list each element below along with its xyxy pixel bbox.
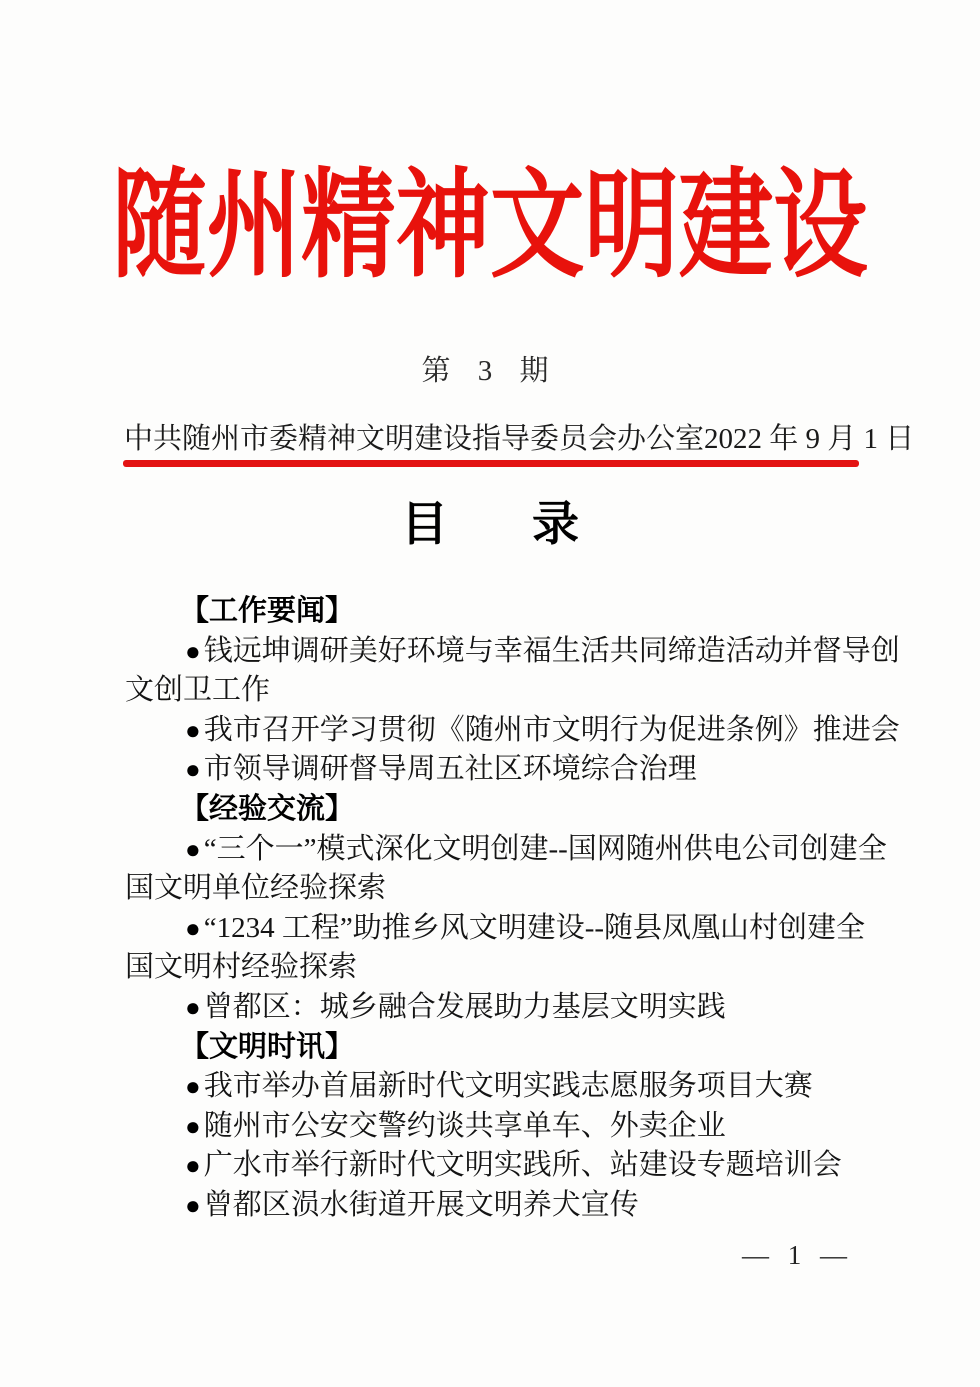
toc-entry-text: 市领导调研督导周五社区环境综合治理 xyxy=(203,753,697,786)
toc-section-heading xyxy=(125,790,861,830)
publisher-name: 中共随州市委精神文明建设指导委员会办公室 xyxy=(124,423,705,455)
issue-number: 第 3 期 xyxy=(421,355,559,387)
toc-entry xyxy=(125,988,861,1028)
toc-entry-text: “三个一”模式深化文明创建--国网随州供电公司创建全 xyxy=(203,832,887,865)
toc-entry-text: 国文明村经验探索 xyxy=(125,951,358,984)
toc-title-char-right: 录 xyxy=(532,499,579,551)
toc-entry xyxy=(125,1146,861,1186)
publication-line xyxy=(124,416,915,457)
toc-entry-text: 曾都区：城乡融合发展助力基层文明实践 xyxy=(203,990,726,1023)
toc-entry-text: 我市召开学习贯彻《随州市文明行为促进条例》推进会 xyxy=(203,713,900,746)
toc-entry xyxy=(125,1107,861,1147)
toc-title xyxy=(0,499,980,551)
toc-title-char-left: 目 xyxy=(401,499,448,551)
toc-entry-text: 曾都区涢水街道开展文明养犬宣传 xyxy=(203,1188,639,1221)
bullet-icon: ● xyxy=(185,1190,201,1220)
toc-entry xyxy=(125,750,861,790)
toc-entry-text: 文创卫工作 xyxy=(125,674,271,707)
toc-entry xyxy=(125,909,866,949)
toc-entry xyxy=(125,632,900,672)
masthead-title: 随州精神文明建设 xyxy=(112,161,868,292)
bullet-icon: ● xyxy=(185,992,201,1022)
toc-list xyxy=(125,592,900,1226)
toc-entry-text: 我市举办首届新时代文明实践志愿服务项目大赛 xyxy=(203,1070,813,1103)
publication-date: 2022 年 9 月 1 日 xyxy=(704,423,915,455)
toc-entry-continuation xyxy=(125,671,861,711)
toc-entry-text: 随州市公安交警约谈共享单车、外卖企业 xyxy=(203,1109,726,1142)
toc-section-label: 【经验交流】 xyxy=(180,792,355,825)
toc-entry-text: 广水市举行新时代文明实践所、站建设专题培训会 xyxy=(203,1149,842,1182)
bullet-icon: ● xyxy=(185,715,201,745)
bullet-icon: ● xyxy=(185,1111,201,1141)
toc-entry xyxy=(125,711,900,751)
toc-entry-continuation xyxy=(125,869,861,909)
bullet-icon: ● xyxy=(185,1072,201,1102)
toc-section-label: 【工作要闻】 xyxy=(180,595,355,627)
bullet-icon: ● xyxy=(185,755,201,785)
bullet-icon: ● xyxy=(185,636,201,666)
bullet-icon: ● xyxy=(185,834,201,864)
toc-entry xyxy=(125,1067,861,1107)
toc-entry xyxy=(125,830,887,870)
bullet-icon: ● xyxy=(185,913,201,943)
red-divider-rule xyxy=(123,460,859,467)
toc-entry-text: “1234 工程”助推乡风文明建设--随县凤凰山村创建全 xyxy=(203,911,866,944)
bullet-icon: ● xyxy=(185,1151,201,1181)
toc-entry xyxy=(125,1186,861,1226)
toc-entry-text: 国文明单位经验探索 xyxy=(125,872,387,905)
toc-section-heading xyxy=(125,1028,861,1068)
page-number: — 1 — xyxy=(742,1240,853,1270)
toc-entry-continuation xyxy=(125,948,861,988)
toc-section-label: 【文明时讯】 xyxy=(180,1030,355,1063)
toc-section-heading xyxy=(125,592,861,632)
toc-entry-text: 钱远坤调研美好环境与幸福生活共同缔造活动并督导创 xyxy=(203,634,900,667)
